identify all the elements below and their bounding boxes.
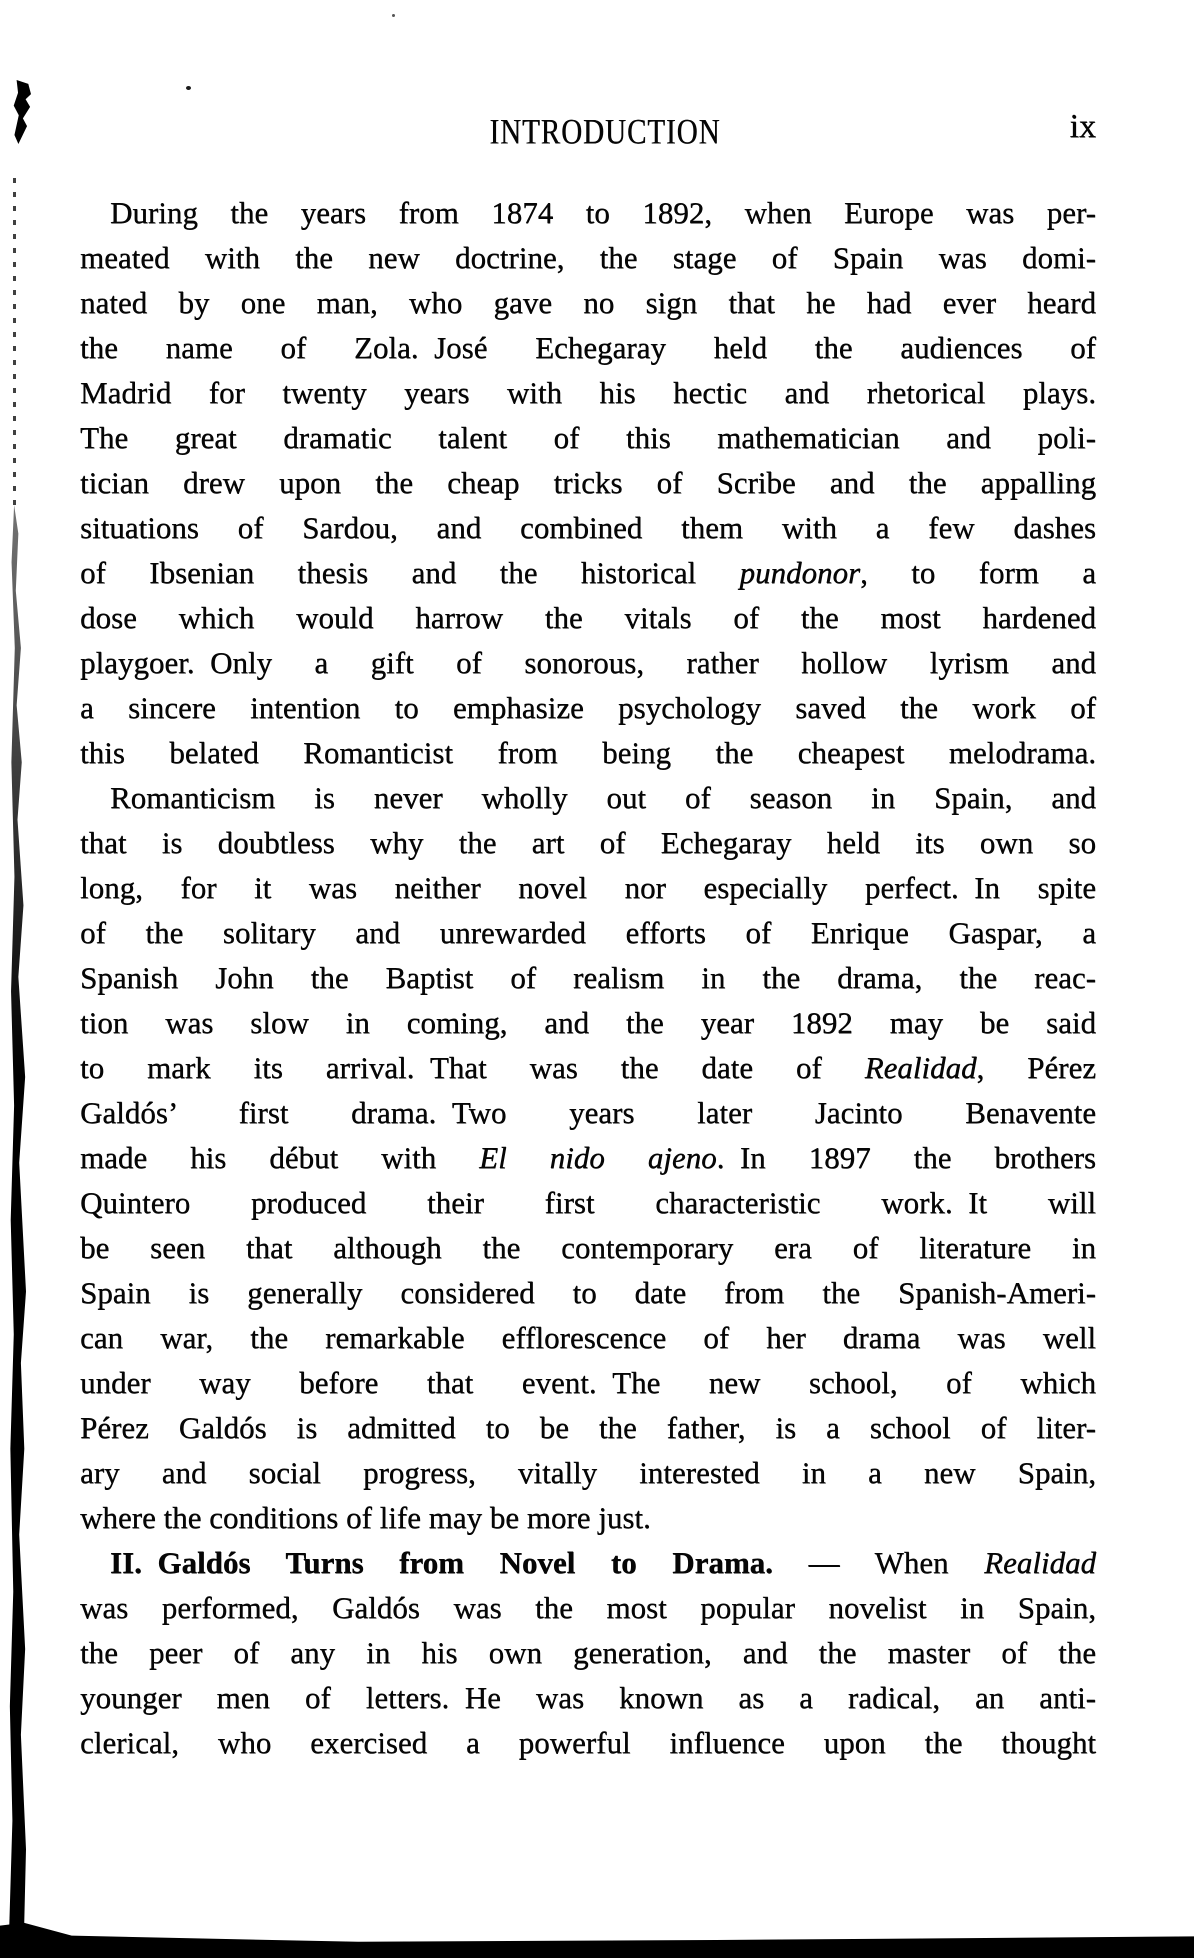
text-line: tion was slow in coming, and the year 1892 may be said bbox=[80, 1005, 1096, 1040]
scan-artifact-edge-streak bbox=[9, 505, 26, 1935]
text-line: playgoer. Only a gift of sonorous, rather hollow lyrism and bbox=[80, 645, 1096, 680]
text-line: Spanish John the Baptist of realism in the drama, the reac- bbox=[80, 960, 1096, 995]
scan-artifact-edge-dots bbox=[13, 178, 16, 513]
scan-artifact-bottom-bar bbox=[0, 1922, 1194, 1958]
page-number: ix bbox=[1069, 108, 1096, 145]
text-line: II. Galdós Turns from Novel to Drama. — When Realidad bbox=[110, 1545, 1096, 1580]
text-line: dose which would harrow the vitals of the most hardened bbox=[80, 600, 1096, 635]
text-line: under way before that event. The new school, of which bbox=[80, 1365, 1096, 1400]
text-line: can war, the remarkable efflorescence of her drama was well bbox=[80, 1320, 1096, 1355]
text-block bbox=[80, 190, 1096, 1765]
text-line: Galdós’ first drama. Two years later Jacinto Benavente bbox=[80, 1095, 1096, 1130]
text-line: the peer of any in his own generation, and the master of the bbox=[80, 1635, 1096, 1670]
text-line: younger men of letters. He was known as a radical, an anti- bbox=[80, 1680, 1096, 1715]
text-line: Pérez Galdós is admitted to be the father, is a school of liter- bbox=[80, 1410, 1096, 1445]
text-line: meated with the new doctrine, the stage of Spain was domi- bbox=[80, 240, 1096, 275]
text-line: nated by one man, who gave no sign that he had ever heard bbox=[80, 285, 1096, 320]
text-line: long, for it was neither novel nor especially perfect. In spite bbox=[80, 870, 1096, 905]
scan-artifact-speck bbox=[392, 14, 395, 17]
text-line: of Ibsenian thesis and the historical pundonor, to form a bbox=[80, 555, 1096, 590]
text-line: tician drew upon the cheap tricks of Scribe and the appalling bbox=[80, 465, 1096, 500]
scan-artifact-speck bbox=[186, 86, 191, 90]
text-line: a sincere intention to emphasize psychology saved the work of bbox=[80, 690, 1096, 725]
text-line: The great dramatic talent of this mathematician and poli- bbox=[80, 420, 1096, 455]
text-line: Romanticism is never wholly out of season in Spain, and bbox=[110, 780, 1096, 815]
text-line: was performed, Galdós was the most popular novelist in Spain, bbox=[80, 1590, 1096, 1625]
text-line: where the conditions of life may be more just. bbox=[80, 1500, 651, 1535]
text-line: clerical, who exercised a powerful influence upon the thought bbox=[80, 1725, 1096, 1760]
text-line: be seen that although the contemporary era of literature in bbox=[80, 1230, 1096, 1265]
text-line: Spain is generally considered to date from the Spanish-Ameri- bbox=[80, 1275, 1096, 1310]
text-line: made his début with El nido ajeno. In 1897 the brothers bbox=[80, 1140, 1096, 1175]
text-line: Madrid for twenty years with his hectic and rhetorical plays. bbox=[80, 375, 1096, 410]
text-line: During the years from 1874 to 1892, when Europe was per- bbox=[110, 195, 1096, 230]
text-line: Quintero produced their first characteristic work. It will bbox=[80, 1185, 1096, 1220]
text-line: situations of Sardou, and combined them with a few dashes bbox=[80, 510, 1096, 545]
text-line: the name of Zola. José Echegaray held the audiences of bbox=[80, 330, 1096, 365]
page-title: INTRODUCTION bbox=[489, 112, 721, 152]
scan-artifact-blob bbox=[13, 80, 31, 144]
text-line: that is doubtless why the art of Echegaray held its own so bbox=[80, 825, 1096, 860]
text-line: ary and social progress, vitally interested in a new Spain, bbox=[80, 1455, 1096, 1490]
text-line: this belated Romanticist from being the cheapest melodrama. bbox=[80, 735, 1096, 770]
text-line: to mark its arrival. That was the date of Realidad, Pérez bbox=[80, 1050, 1096, 1085]
text-line: of the solitary and unrewarded efforts of Enrique Gaspar, a bbox=[80, 915, 1096, 950]
